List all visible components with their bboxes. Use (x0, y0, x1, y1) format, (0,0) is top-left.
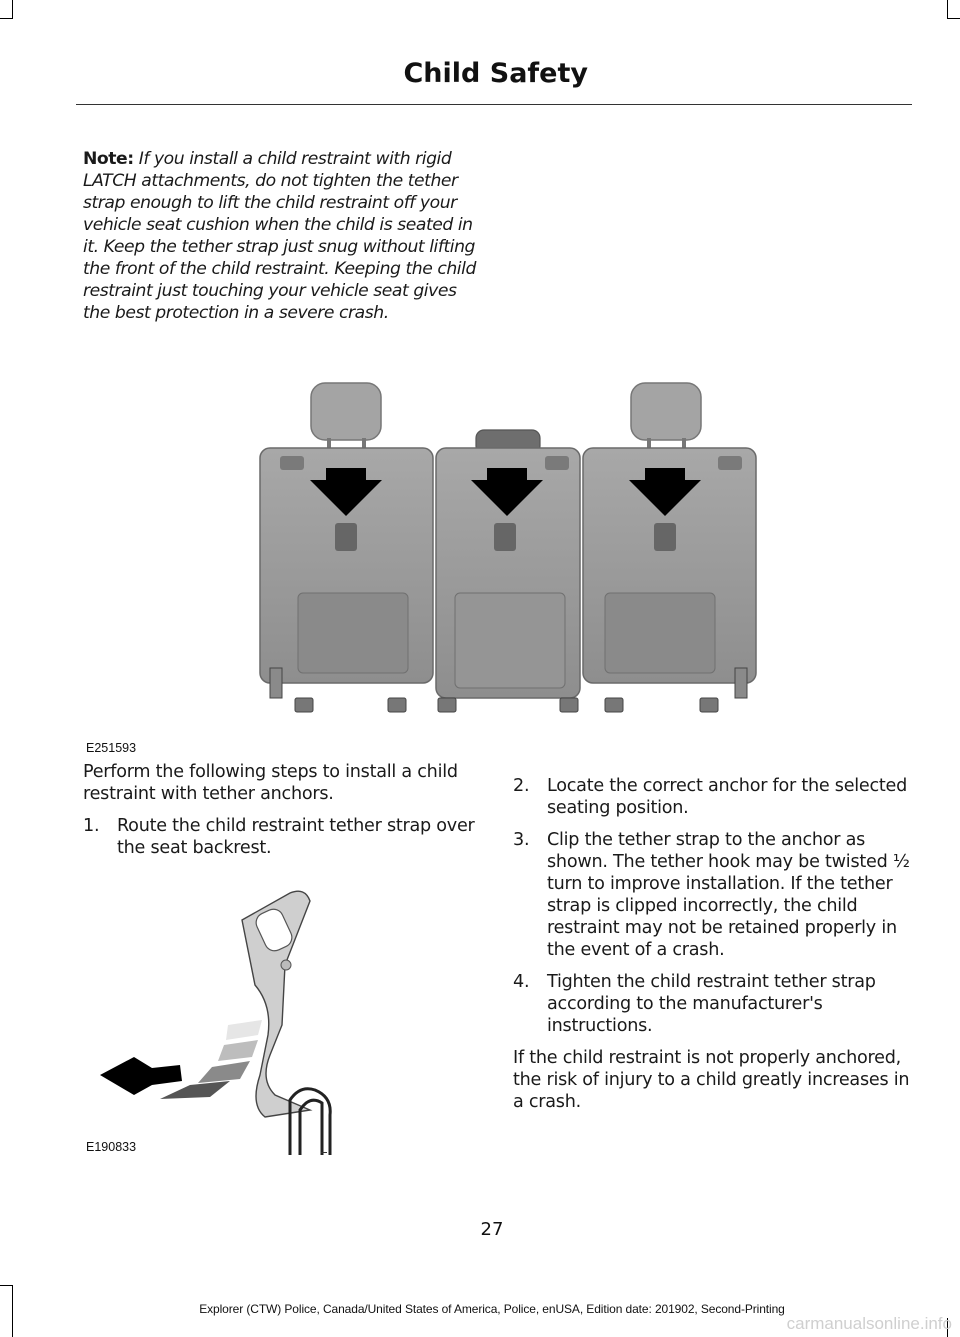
crop-mark (947, 0, 948, 19)
left-arrow-icon (100, 1057, 182, 1095)
list-item (513, 829, 913, 961)
tether-strap (242, 891, 310, 1117)
anchor-ring (290, 1089, 330, 1155)
page-title: Child Safety (403, 58, 588, 89)
footer-edition-info: Explorer (CTW) Police, Canada/United States of America, Police, enUSA, Edition date: 201902, Second-Printing (199, 1302, 785, 1316)
crop-mark (12, 0, 13, 19)
tether-hook-illustration (100, 885, 370, 1155)
list-item (83, 815, 478, 859)
step-text: Tighten the child restraint tether strap according to the manufacturer's instructions. (547, 972, 876, 1036)
page-number: 27 (480, 1219, 504, 1240)
note-paragraph (83, 148, 483, 324)
watermark: carmanualsonline.info (786, 1314, 952, 1333)
right-column (513, 775, 913, 1123)
crop-mark (0, 1285, 13, 1286)
step-number: 2. (513, 776, 530, 796)
step-text: Locate the correct anchor for the selected seating position. (547, 776, 908, 818)
crop-mark (0, 18, 13, 19)
crop-mark (947, 18, 960, 19)
title-divider (76, 104, 912, 105)
step-text: Route the child restraint tether strap over the seat backrest. (117, 816, 475, 858)
step-text: Clip the tether strap to the anchor as shown. The tether hook may be twisted ½ turn to improve installation. If the tether strap is clipped incorrectly, the child restraint may not be retained properly in the event of a crash. (547, 830, 910, 960)
step-number: 3. (513, 830, 530, 850)
figure-code: E190833 (86, 1140, 137, 1154)
list-item (513, 971, 913, 1037)
note-text: If you install a child restraint with rigid LATCH attachments, do not tighten the tether strap enough to lift the child restraint off your vehicle seat cushion when the child is seated in it. Keep the tether strap just snug without lifting the front of the child restraint. Keeping the child restraint just touching your vehicle seat gives the best protection in a severe crash. (83, 149, 476, 323)
note-label: Note: (83, 149, 134, 169)
motion-trail (160, 1020, 262, 1099)
step-number: 4. (513, 972, 530, 992)
hook-dash (321, 1152, 327, 1153)
headrest-right (631, 383, 701, 458)
step-number: 1. (83, 816, 100, 836)
headrest-left (311, 383, 381, 458)
rear-seat-tether-anchors-illustration (210, 368, 770, 728)
warning-paragraph: If the child restraint is not properly anchored, the risk of injury to a child greatly increases in a crash. (513, 1048, 910, 1112)
figure-code: E251593 (86, 741, 137, 755)
left-column (83, 761, 478, 869)
list-item (513, 775, 913, 819)
intro-paragraph: Perform the following steps to install a child restraint with tether anchors. (83, 762, 458, 804)
